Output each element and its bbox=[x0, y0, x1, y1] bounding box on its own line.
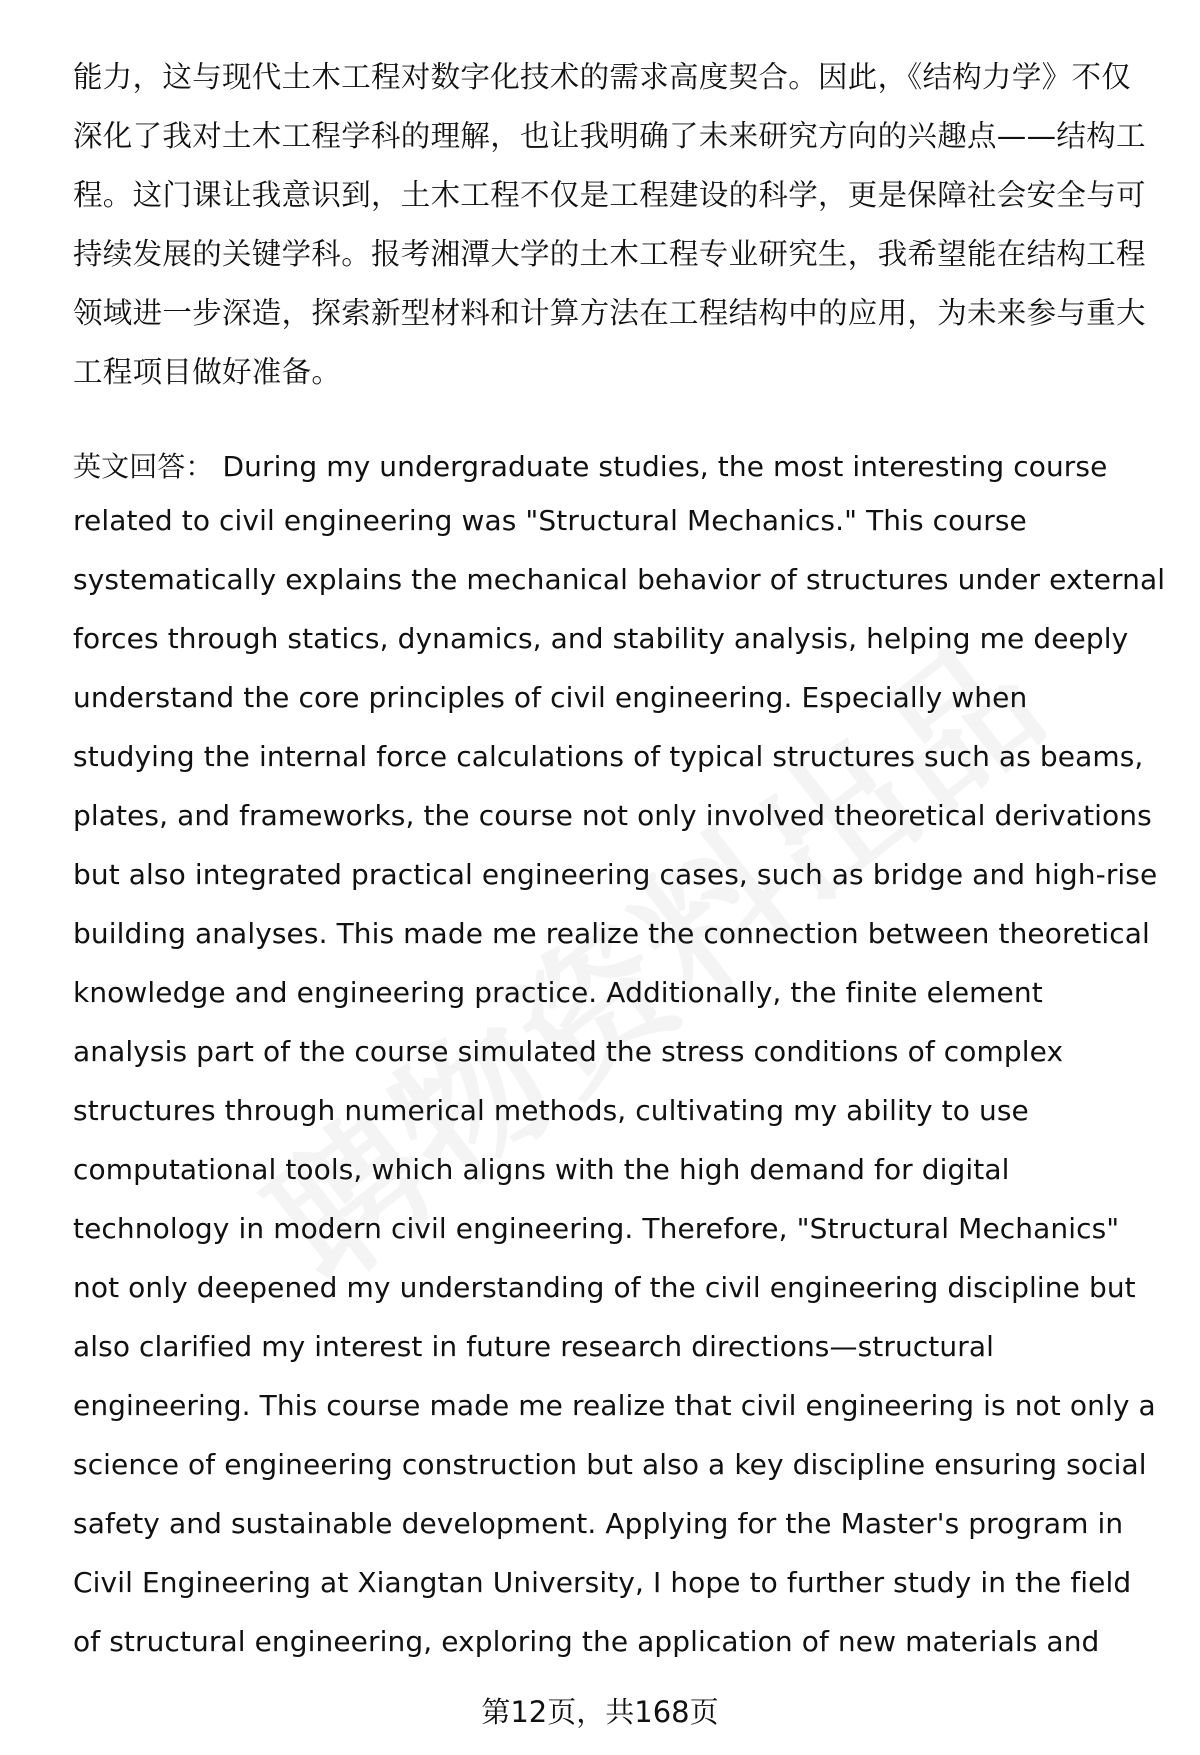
en-line: systematically explains the mechanical behavior of structures under external bbox=[73, 563, 1166, 596]
en-line: understand the core principles of civil engineering. Especially when bbox=[73, 681, 1028, 714]
en-line: building analyses. This made me realize the connection between theoretical bbox=[73, 917, 1150, 950]
zh-line: 能力，这与现代土木工程对数字化技术的需求高度契合。因此，《结构力学》不仅 bbox=[73, 60, 1132, 94]
zh-line: 深化了我对土木工程学科的理解，也让我明确了未来研究方向的兴趣点——结构工 bbox=[73, 119, 1146, 153]
en-line: Civil Engineering at Xiangtan University, I hope to further study in the field bbox=[73, 1566, 1132, 1599]
en-line: plates, and frameworks, the course not only involved theoretical derivations bbox=[73, 799, 1152, 832]
en-line: forces through statics, dynamics, and stability analysis, helping me deeply bbox=[73, 622, 1129, 655]
page-number: 第12页，共168页 bbox=[481, 1695, 719, 1729]
en-line: studying the internal force calculations of typical structures such as beams, bbox=[73, 740, 1144, 773]
en-line: but also integrated practical engineering cases, such as bridge and high-rise bbox=[73, 858, 1158, 891]
en-line: not only deepened my understanding of the civil engineering discipline but bbox=[73, 1271, 1136, 1304]
zh-line: 工程项目做好准备。 bbox=[73, 355, 342, 389]
en-line: engineering. This course made me realize that civil engineering is not only a bbox=[73, 1389, 1156, 1422]
en-line: science of engineering construction but also a key discipline ensuring social bbox=[73, 1448, 1147, 1481]
en-line: safety and sustainable development. Applying for the Master's program in bbox=[73, 1507, 1124, 1540]
zh-line: 领域进一步深造，探索新型材料和计算方法在工程结构中的应用，为未来参与重大 bbox=[73, 296, 1146, 330]
en-line: knowledge and engineering practice. Additionally, the finite element bbox=[73, 976, 1043, 1009]
en-line: 英文回答： During my undergraduate studies, the most interesting course bbox=[73, 450, 1108, 483]
zh-line: 程。这门课让我意识到，土木工程不仅是工程建设的科学，更是保障社会安全与可 bbox=[73, 178, 1146, 212]
en-line: computational tools, which aligns with the high demand for digital bbox=[73, 1153, 1010, 1186]
en-line: structures through numerical methods, cultivating my ability to use bbox=[73, 1094, 1029, 1127]
en-line: related to civil engineering was "Structural Mechanics." This course bbox=[73, 504, 1027, 537]
zh-line: 持续发展的关键学科。报考湘潭大学的土木工程专业研究生，我希望能在结构工程 bbox=[73, 237, 1146, 271]
en-line: of structural engineering, exploring the application of new materials and bbox=[73, 1625, 1100, 1658]
en-line: analysis part of the course simulated the stress conditions of complex bbox=[73, 1035, 1064, 1068]
en-line: technology in modern civil engineering. Therefore, "Structural Mechanics" bbox=[73, 1212, 1120, 1245]
en-line: also clarified my interest in future research directions—structural bbox=[73, 1330, 994, 1363]
